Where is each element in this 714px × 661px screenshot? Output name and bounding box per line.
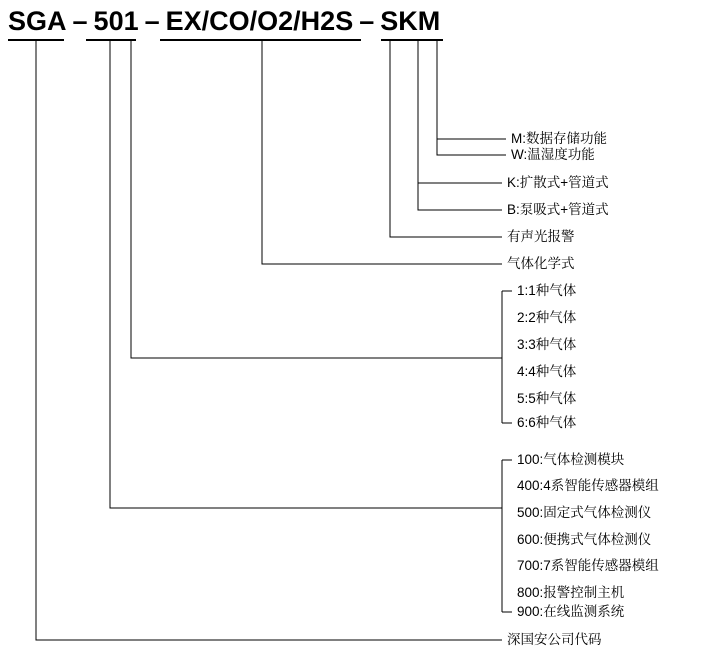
label-series-700: 700:7系智能传感器模组 [517,558,659,573]
label-storage-w: W:温湿度功能 [511,147,595,162]
label-series-800: 800:报警控制主机 [517,585,625,600]
code-segment-gases: EX/CO/O2/H2S [165,6,354,36]
label-gas-count-5: 5:5种气体 [517,391,577,406]
code-segment-501: 501 [93,6,139,36]
label-gas-chemistry: 气体化学式 [507,256,575,271]
code-separator-1: – [72,6,88,36]
label-gas-count-4: 4:4种气体 [517,364,577,379]
label-alarm: 有声光报警 [507,229,575,244]
label-gas-count-3: 3:3种气体 [517,337,577,352]
label-gas-count-1: 1:1种气体 [517,283,577,298]
label-series-100: 100:气体检测模块 [517,452,625,467]
label-sampling-b: B:泵吸式+管道式 [507,202,609,217]
label-series-900: 900:在线监测系统 [517,604,625,619]
label-series-400: 400:4系智能传感器模组 [517,478,659,493]
code-segment-skm: SKM [380,6,441,36]
label-gas-count-6: 6:6种气体 [517,415,577,430]
label-gas-count-2: 2:2种气体 [517,310,577,325]
label-storage-m: M:数据存储功能 [511,131,607,146]
code-segment-sga: SGA [8,6,67,36]
label-series-500: 500:固定式气体检测仪 [517,505,652,520]
label-sampling-k: K:扩散式+管道式 [507,175,609,190]
code-separator-3: – [359,6,375,36]
label-company-code: 深国安公司代码 [507,632,602,647]
code-separator-2: – [144,6,160,36]
label-series-600: 600:便携式气体检测仪 [517,532,652,547]
